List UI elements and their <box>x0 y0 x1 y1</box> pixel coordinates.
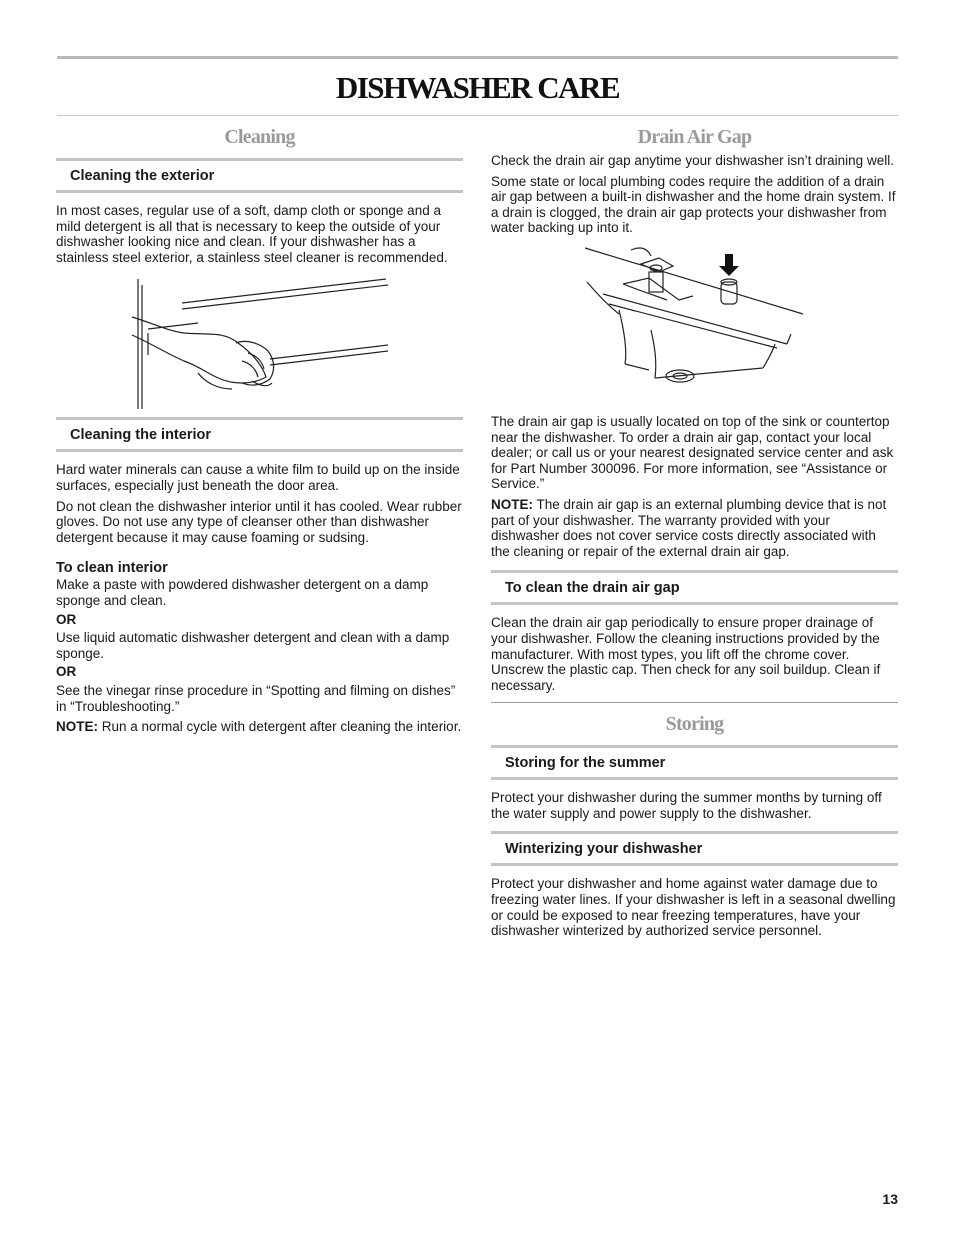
subheading-winterizing: Winterizing your dishwasher <box>491 831 898 866</box>
storing-summer-paragraph: Protect your dishwasher during the summer months by turning off the water supply and power supply to the dishwasher. <box>491 790 882 821</box>
interior-step-2: Use liquid automatic dishwasher detergent and clean with a damp sponge. <box>56 630 450 661</box>
or-separator-2: OR <box>56 664 77 680</box>
section-heading-cleaning: Cleaning <box>224 126 295 148</box>
note-label: NOTE: <box>491 496 533 512</box>
subheading-clean-drain-air-gap: To clean the drain air gap <box>491 570 898 605</box>
section-heading-storing: Storing <box>665 713 724 736</box>
left-column <box>56 116 463 735</box>
section-heading-drain-air-gap: Drain Air Gap <box>637 126 752 148</box>
drain-clean-paragraph: Clean the drain air gap periodically to ensure proper drainage of your dishwasher. Follow the cleaning instructions provided by the manufacturer. With most types, you lift off the chrome cover. Unscrew the plastic cap. Then check for any soil buildup. Clean if necessary. <box>491 615 881 693</box>
interior-step-3: See the vinegar rinse procedure in “Spotting and filming on dishes” in “Troubleshooting.” <box>56 682 456 714</box>
wiping-door-illustration <box>56 273 463 413</box>
page-number: 13 <box>882 1191 898 1207</box>
sink-drain-air-gap-illustration <box>491 244 898 406</box>
note-text: Run a normal cycle with detergent after cleaning the interior. <box>98 719 462 735</box>
right-column <box>491 116 898 939</box>
interior-paragraph-1: Hard water minerals can cause a white film to build up on the inside surfaces, especially just beneath the door area. <box>56 462 460 493</box>
winterizing-paragraph: Protect your dishwasher and home against water damage due to freezing water lines. If your dishwasher is left in a seasonal dwelling or could be exposed to near freezing temperatures, have your dishwasher winterized by authorized service personnel. <box>491 876 896 939</box>
or-separator-1: OR <box>56 611 77 627</box>
drain-paragraph-1: Check the drain air gap anytime your dishwasher isn’t draining well. <box>491 153 894 168</box>
interior-note <box>56 719 463 735</box>
to-clean-interior-label: To clean interior <box>56 560 168 577</box>
drain-paragraph-2: Some state or local plumbing codes require the addition of a drain air gap between a built-in dishwasher and the home drain system. If a drain is clogged, the drain air gap protects your dishwasher from water backing up into it. <box>491 173 896 236</box>
drain-paragraph-3: The drain air gap is usually located on top of the sink or countertop near the dishwasher. To order a drain air gap, contact your local dealer; or call us or your nearest designated service center and ask for Part Number 300096. For more information, see “Assistance or Service.” <box>491 413 894 492</box>
page-title: DISHWASHER CARE <box>335 70 620 105</box>
note-label: NOTE: <box>56 719 98 735</box>
subheading-cleaning-interior: Cleaning the interior <box>56 417 463 452</box>
interior-step-1: Make a paste with powdered dishwasher detergent on a damp sponge and clean. <box>56 577 429 608</box>
drain-note <box>491 497 898 559</box>
note-text: The drain air gap is an external plumbing device that is not part of your dishwasher. The warranty provided with your dishwasher does not cover service costs directly associated with the cleaning or repair of the external drain air gap. <box>491 496 887 559</box>
interior-paragraph-2: Do not clean the dishwasher interior until it has cooled. Wear rubber gloves. Do not use any type of cleanser other than dishwasher detergent because it may cause foaming or sudsing. <box>56 498 462 545</box>
exterior-paragraph: In most cases, regular use of a soft, damp cloth or sponge and a mild detergent is all that is necessary to keep the outside of your dishwasher looking nice and clean. If your dishwasher has a stainless steel exterior, a stainless steel cleaner is recommended. <box>56 203 448 265</box>
subheading-cleaning-exterior: Cleaning the exterior <box>56 158 463 193</box>
top-rule <box>57 56 898 59</box>
subheading-storing-summer: Storing for the summer <box>491 745 898 780</box>
